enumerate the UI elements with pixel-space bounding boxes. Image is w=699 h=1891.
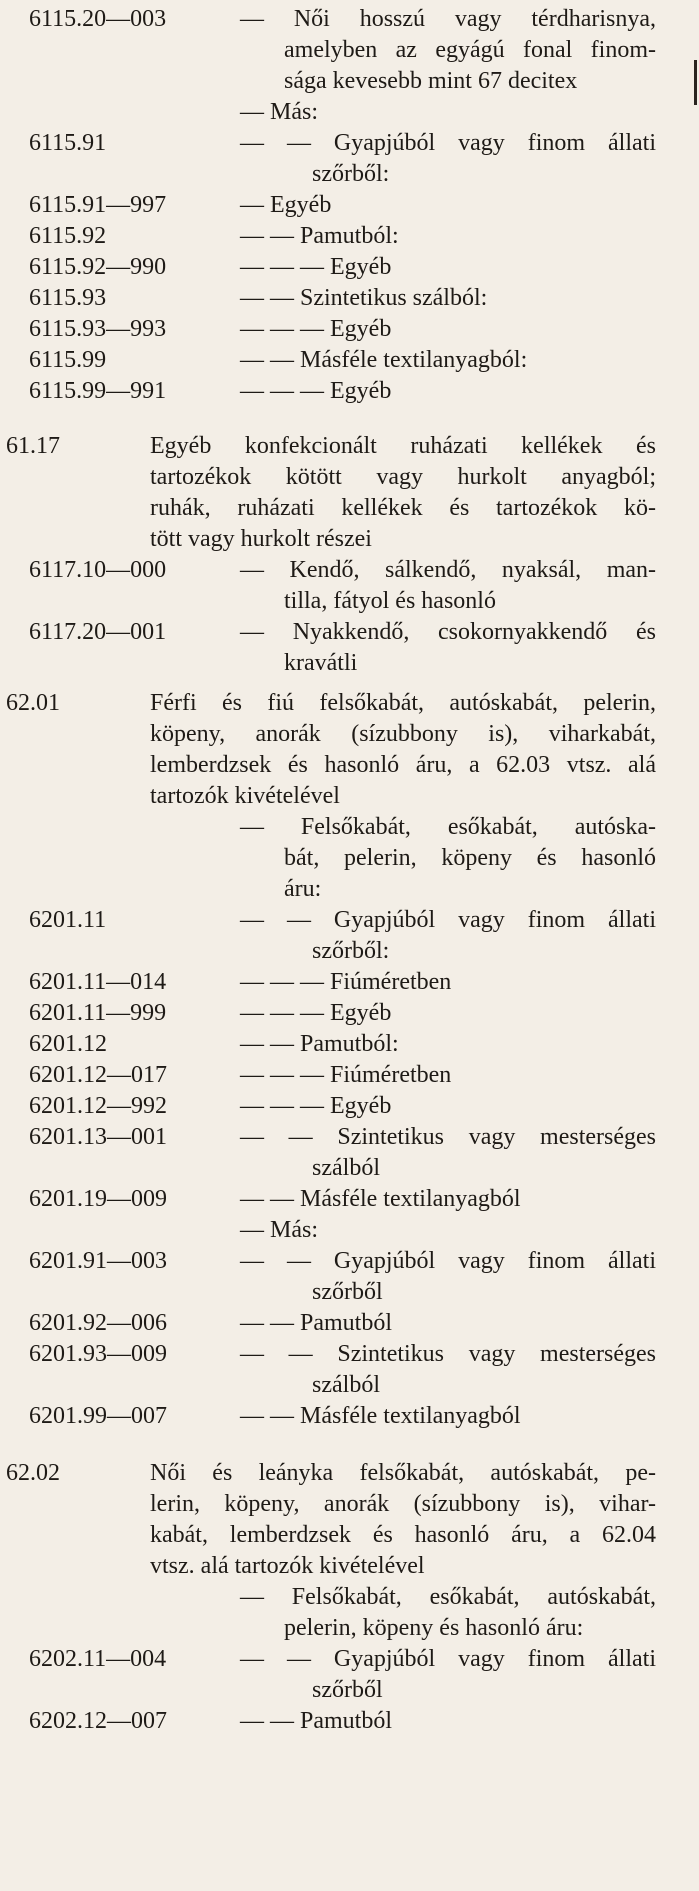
entry-description xyxy=(240,190,656,221)
description-line: áru: xyxy=(284,876,322,902)
description-line: tilla, fátyol és hasonló xyxy=(284,588,496,614)
entry-description xyxy=(240,555,656,617)
description-line: — — Pamutból: xyxy=(240,1031,399,1057)
entry-description xyxy=(240,376,656,407)
entry-description xyxy=(240,1339,656,1401)
entry-code: 6117.20—001 xyxy=(29,619,167,645)
entry-code: 6201.19—009 xyxy=(29,1186,167,1212)
entry-code: 6201.11 xyxy=(29,907,107,933)
description-line: köpeny, anorák (sízubbony is), viharkabát, xyxy=(150,721,656,747)
entry-description xyxy=(240,905,656,967)
description-line: szőrből: xyxy=(312,161,390,187)
entry-description xyxy=(240,998,656,1029)
entry-code: 6202.11—004 xyxy=(29,1646,167,1672)
description-line: tartozékok kötött vagy hurkolt anyagból; xyxy=(150,464,656,490)
description-line: kravátli xyxy=(284,650,358,676)
entry-code: 6115.93—993 xyxy=(29,316,167,342)
entry-code: 6115.99 xyxy=(29,347,107,373)
description-line: sága kevesebb mint 67 decitex xyxy=(284,68,578,94)
description-line: — — — Egyéb xyxy=(240,254,392,280)
entry-code: 6201.11—999 xyxy=(29,1000,167,1026)
entry-description xyxy=(240,4,656,97)
entry-code: 6201.12 xyxy=(29,1031,107,1057)
description-line: pelerin, köpeny és hasonló áru: xyxy=(284,1615,584,1641)
entry-code: 6201.91—003 xyxy=(29,1248,167,1274)
entry-code: 6115.91 xyxy=(29,130,107,156)
entry-description xyxy=(240,1060,656,1091)
entry-description xyxy=(240,1184,656,1215)
heading-description xyxy=(150,688,656,812)
description-line: — — Másféle textilanyagból: xyxy=(240,347,528,373)
entry-code: 6115.20—003 xyxy=(29,6,167,32)
entry-description xyxy=(240,812,656,905)
entry-description xyxy=(240,1582,656,1644)
description-line: amelyben az egyágú fonal finom- xyxy=(284,37,656,63)
description-line: lerin, köpeny, anorák (sízubbony is), vihar- xyxy=(150,1491,656,1517)
description-line: tött vagy hurkolt részei xyxy=(150,526,372,552)
description-line: — — Gyapjúból vagy finom állati xyxy=(240,1248,656,1274)
entry-description xyxy=(240,1401,656,1432)
description-line: Egyéb konfekcionált ruházati kellékek és xyxy=(150,433,656,459)
entry-code: 6201.99—007 xyxy=(29,1403,167,1429)
description-line: szálból xyxy=(312,1155,380,1181)
entry-description xyxy=(240,1029,656,1060)
entry-description xyxy=(240,617,656,679)
description-line: — Felsőkabát, esőkabát, autóskabát, xyxy=(240,1584,656,1610)
entry-description xyxy=(240,345,656,376)
description-line: — — Pamutból xyxy=(240,1310,393,1336)
entry-description xyxy=(240,1706,656,1737)
entry-description xyxy=(240,314,656,345)
description-line: bát, pelerin, köpeny és hasonló xyxy=(284,845,656,871)
page-edge-mark xyxy=(694,60,697,105)
heading-code: 62.02 xyxy=(6,1460,60,1486)
description-line: — Kendő, sálkendő, nyaksál, man- xyxy=(240,557,656,583)
description-line: — Női hosszú vagy térdharisnya, xyxy=(240,6,656,32)
description-line: — — — Fiúméretben xyxy=(240,1062,452,1088)
description-line: ruhák, ruházati kellékek és tartozékok kö- xyxy=(150,495,656,521)
description-line: szálból xyxy=(312,1372,380,1398)
entry-code: 6201.92—006 xyxy=(29,1310,167,1336)
description-line: — — Szintetikus szálból: xyxy=(240,285,488,311)
entry-code: 6201.93—009 xyxy=(29,1341,167,1367)
entry-code: 6201.11—014 xyxy=(29,969,167,995)
entry-description xyxy=(240,283,656,314)
entry-code: 6117.10—000 xyxy=(29,557,167,583)
entry-description xyxy=(240,1246,656,1308)
description-line: Női és leányka felsőkabát, autóskabát, pe- xyxy=(150,1460,656,1486)
heading-code: 62.01 xyxy=(6,690,60,716)
entry-code: 6115.92—990 xyxy=(29,254,167,280)
entry-code: 6201.12—992 xyxy=(29,1093,167,1119)
entry-code: 6202.12—007 xyxy=(29,1708,167,1734)
entry-code: 6115.93 xyxy=(29,285,107,311)
description-line: — Más: xyxy=(240,1217,318,1243)
description-line: Férfi és fiú felsőkabát, autóskabát, pelerin, xyxy=(150,690,656,716)
description-line: lemberdzsek és hasonló áru, a 62.03 vtsz. alá xyxy=(150,752,656,778)
description-line: — — — Fiúméretben xyxy=(240,969,452,995)
entry-description xyxy=(240,1122,656,1184)
description-line: — — Gyapjúból vagy finom állati xyxy=(240,1646,656,1672)
entry-description xyxy=(240,1644,656,1706)
description-line: szőrből: xyxy=(312,938,390,964)
entry-description xyxy=(240,221,656,252)
heading-description xyxy=(150,431,656,555)
entry-code: 6201.13—001 xyxy=(29,1124,167,1150)
description-line: — — — Egyéb xyxy=(240,316,392,342)
description-line: — Egyéb xyxy=(240,192,332,218)
description-line: — — Szintetikus vagy mesterséges xyxy=(240,1124,656,1150)
description-line: — — Pamutból: xyxy=(240,223,399,249)
entry-code: 6201.12—017 xyxy=(29,1062,167,1088)
entry-description xyxy=(240,97,656,128)
description-line: — Nyakkendő, csokornyakkendő és xyxy=(240,619,656,645)
description-line: kabát, lemberdzsek és hasonló áru, a 62.04 xyxy=(150,1522,656,1548)
heading-code: 61.17 xyxy=(6,433,60,459)
description-line: szőrből xyxy=(312,1677,383,1703)
entry-code: 6115.99—991 xyxy=(29,378,167,404)
description-line: szőrből xyxy=(312,1279,383,1305)
description-line: — — — Egyéb xyxy=(240,1093,392,1119)
description-line: vtsz. alá tartozók kivételével xyxy=(150,1553,425,1579)
description-line: — Felsőkabát, esőkabát, autóska- xyxy=(240,814,656,840)
description-line: — — — Egyéb xyxy=(240,378,392,404)
description-line: — Más: xyxy=(240,99,318,125)
description-line: — — — Egyéb xyxy=(240,1000,392,1026)
entry-description xyxy=(240,252,656,283)
entry-description xyxy=(240,967,656,998)
description-line: — — Másféle textilanyagból xyxy=(240,1403,521,1429)
entry-description xyxy=(240,128,656,190)
entry-description xyxy=(240,1308,656,1339)
description-line: — — Gyapjúból vagy finom állati xyxy=(240,130,656,156)
entry-description xyxy=(240,1091,656,1122)
description-line: — — Gyapjúból vagy finom állati xyxy=(240,907,656,933)
entry-code: 6115.91—997 xyxy=(29,192,167,218)
entry-description xyxy=(240,1215,656,1246)
description-line: tartozók kivételével xyxy=(150,783,340,809)
entry-code: 6115.92 xyxy=(29,223,107,249)
description-line: — — Másféle textilanyagból xyxy=(240,1186,521,1212)
heading-description xyxy=(150,1458,656,1582)
description-line: — — Szintetikus vagy mesterséges xyxy=(240,1341,656,1367)
description-line: — — Pamutból xyxy=(240,1708,393,1734)
